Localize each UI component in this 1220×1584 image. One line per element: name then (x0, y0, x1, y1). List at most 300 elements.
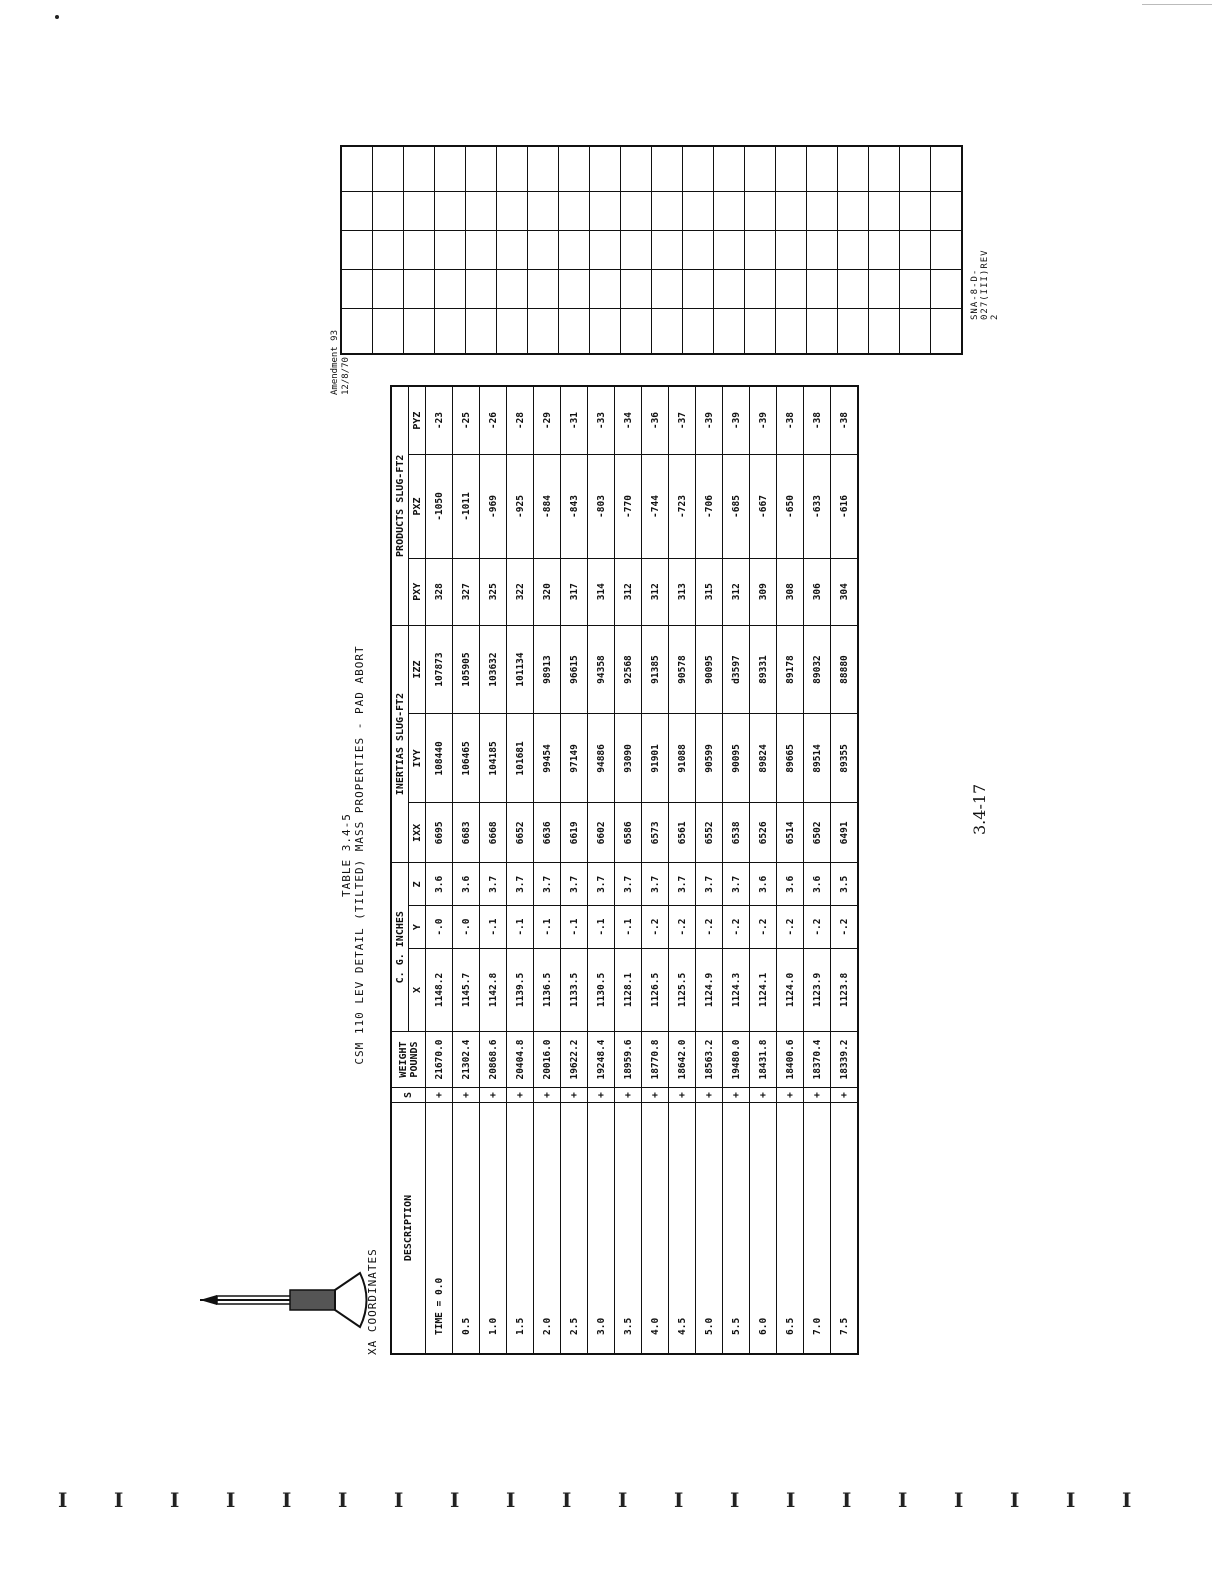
cell-weight: 18770.8 (642, 1032, 669, 1088)
cell-pxy: 306 (804, 558, 831, 625)
cell-s: + (453, 1088, 480, 1103)
cell-iyy: 89355 (831, 714, 859, 803)
col-inertias: INERTIAS SLUG-FT2 (391, 625, 409, 863)
cell-pyz: -38 (804, 386, 831, 455)
blank-cell (683, 146, 714, 192)
blank-row (714, 146, 745, 354)
cell-pyz: -38 (831, 386, 859, 455)
blank-cell (652, 192, 683, 231)
cell-description: 2.0 (534, 1103, 561, 1355)
cell-pxz: -723 (669, 455, 696, 559)
cell-cg-y: -.1 (588, 906, 615, 949)
cell-pxy: 328 (426, 558, 453, 625)
cell-cg-x: 1123.8 (831, 948, 859, 1031)
cell-pxz: -969 (480, 455, 507, 559)
blank-cell (776, 146, 807, 192)
cell-cg-y: -.0 (453, 906, 480, 949)
document-id: SNA-8-D-027(III)REV 2 (970, 249, 1000, 320)
col-pxy: PXY (409, 558, 426, 625)
table-row (507, 386, 534, 1354)
blank-cell (621, 146, 652, 192)
blank-cell (621, 270, 652, 309)
cell-s: + (669, 1088, 696, 1103)
blank-cell (838, 192, 869, 231)
cell-weight: 18563.2 (696, 1032, 723, 1088)
cell-weight: 18400.6 (777, 1032, 804, 1088)
blank-row (652, 146, 683, 354)
blank-cell (404, 146, 435, 192)
cell-iyy: 94886 (588, 714, 615, 803)
feed-marks (0, 1488, 1220, 1518)
col-x: X (409, 948, 426, 1031)
blank-cell (714, 192, 745, 231)
blank-cell (838, 309, 869, 355)
col-pyz: PYZ (409, 386, 426, 455)
cell-iyy: 93090 (615, 714, 642, 803)
blank-row (497, 146, 528, 354)
blank-cell (497, 192, 528, 231)
cell-iyy: 108440 (426, 714, 453, 803)
cell-cg-y: -.2 (777, 906, 804, 949)
blank-cell (590, 309, 621, 355)
blank-row (590, 146, 621, 354)
blank-cell (776, 270, 807, 309)
blank-cell (931, 146, 963, 192)
cell-s: + (588, 1088, 615, 1103)
cell-pyz: -26 (480, 386, 507, 455)
feed-mark: I (338, 1488, 348, 1512)
blank-cell (869, 309, 900, 355)
cell-pyz: -38 (777, 386, 804, 455)
feed-mark: I (506, 1488, 516, 1512)
cell-pxz: -685 (723, 455, 750, 559)
cell-ixx: 6668 (480, 803, 507, 863)
blank-cell (435, 309, 466, 355)
blank-cell (528, 309, 559, 355)
cell-ixx: 6602 (588, 803, 615, 863)
blank-cell (341, 270, 373, 309)
feed-mark: I (58, 1488, 68, 1512)
blank-row (869, 146, 900, 354)
cell-pxz: -925 (507, 455, 534, 559)
cell-iyy: 89824 (750, 714, 777, 803)
col-ixx: IXX (409, 803, 426, 863)
cell-cg-z: 3.7 (642, 863, 669, 906)
cell-ixx: 6573 (642, 803, 669, 863)
cell-iyy: 90095 (723, 714, 750, 803)
table-row (669, 386, 696, 1354)
blank-cell (621, 231, 652, 270)
cell-cg-z: 3.7 (696, 863, 723, 906)
amendment-label: Amendment 93 (330, 329, 340, 395)
cell-cg-x: 1142.8 (480, 948, 507, 1031)
blank-cell (466, 270, 497, 309)
blank-cell (714, 231, 745, 270)
table-row (831, 386, 859, 1354)
blank-cell (807, 309, 838, 355)
cell-weight: 19248.4 (588, 1032, 615, 1088)
blank-cell (373, 309, 404, 355)
cell-pxy: 315 (696, 558, 723, 625)
blank-cell (807, 192, 838, 231)
blank-cell (497, 270, 528, 309)
cell-ixx: 6502 (804, 803, 831, 863)
cell-izz: 90578 (669, 625, 696, 714)
blank-cell (466, 146, 497, 192)
cell-izz: 101134 (507, 625, 534, 714)
cell-cg-y: -.1 (507, 906, 534, 949)
cell-cg-z: 3.5 (831, 863, 859, 906)
table-row (561, 386, 588, 1354)
cell-weight: 18339.2 (831, 1032, 859, 1088)
cell-pxy: 309 (750, 558, 777, 625)
blank-cell (373, 270, 404, 309)
cell-s: + (615, 1088, 642, 1103)
cell-ixx: 6652 (507, 803, 534, 863)
mass-properties-table (390, 385, 859, 1355)
cell-s: + (723, 1088, 750, 1103)
blank-cell (683, 309, 714, 355)
blank-cell (621, 192, 652, 231)
cell-pxz: -744 (642, 455, 669, 559)
cell-cg-x: 1139.5 (507, 948, 534, 1031)
cell-description: 4.0 (642, 1103, 669, 1355)
cell-weight: 19622.2 (561, 1032, 588, 1088)
cell-weight: 18959.6 (615, 1032, 642, 1088)
blank-cell (466, 231, 497, 270)
cell-izz: 96615 (561, 625, 588, 714)
cell-cg-x: 1124.9 (696, 948, 723, 1031)
cell-pxy: 312 (642, 558, 669, 625)
cell-weight: 19480.0 (723, 1032, 750, 1088)
blank-cell (528, 270, 559, 309)
blank-cell (435, 231, 466, 270)
cell-pxz: -667 (750, 455, 777, 559)
blank-cell (404, 309, 435, 355)
cell-description: 0.5 (453, 1103, 480, 1355)
blank-cell (869, 146, 900, 192)
cell-weight: 20016.0 (534, 1032, 561, 1088)
feed-mark: I (394, 1488, 404, 1512)
cell-cg-z: 3.6 (777, 863, 804, 906)
page-number: 3.4-17 (970, 783, 989, 835)
cell-pyz: -29 (534, 386, 561, 455)
cell-ixx: 6514 (777, 803, 804, 863)
cell-izz: 89178 (777, 625, 804, 714)
blank-row (838, 146, 869, 354)
blank-cell (621, 309, 652, 355)
cell-pxy: 312 (723, 558, 750, 625)
amendment-date: 12/8/70 (341, 357, 351, 395)
cell-iyy: 97149 (561, 714, 588, 803)
cell-ixx: 6683 (453, 803, 480, 863)
feed-mark: I (1122, 1488, 1132, 1512)
blank-cell (466, 192, 497, 231)
cell-description: 2.5 (561, 1103, 588, 1355)
speck (55, 15, 59, 19)
table-row (750, 386, 777, 1354)
cell-ixx: 6491 (831, 803, 859, 863)
blank-cell (745, 270, 776, 309)
cell-weight: 21302.4 (453, 1032, 480, 1088)
blank-row (466, 146, 497, 354)
col-izz: IZZ (409, 625, 426, 714)
cell-pyz: -36 (642, 386, 669, 455)
feed-mark: I (898, 1488, 908, 1512)
blank-grid (340, 145, 963, 355)
cell-cg-x: 1124.3 (723, 948, 750, 1031)
blank-row (341, 146, 373, 354)
col-pxz: PXZ (409, 455, 426, 559)
table-row (534, 386, 561, 1354)
cell-iyy: 89514 (804, 714, 831, 803)
rotated-sheet (330, 249, 1030, 1355)
cell-iyy: 106465 (453, 714, 480, 803)
cell-izz: 94358 (588, 625, 615, 714)
cell-iyy: 99454 (534, 714, 561, 803)
blank-row (807, 146, 838, 354)
cell-pyz: -25 (453, 386, 480, 455)
blank-row (776, 146, 807, 354)
table-number: TABLE 3.4-5 (340, 813, 353, 897)
cell-cg-z: 3.7 (615, 863, 642, 906)
table-title (340, 355, 366, 1355)
cell-ixx: 6561 (669, 803, 696, 863)
cell-pxz: -770 (615, 455, 642, 559)
cell-iyy: 89665 (777, 714, 804, 803)
cell-cg-x: 1145.7 (453, 948, 480, 1031)
cell-cg-z: 3.7 (480, 863, 507, 906)
blank-cell (869, 231, 900, 270)
cell-iyy: 104185 (480, 714, 507, 803)
table-row (426, 386, 453, 1354)
blank-cell (838, 146, 869, 192)
cell-pxz: -843 (561, 455, 588, 559)
blank-cell (931, 192, 963, 231)
table-row (453, 386, 480, 1354)
cell-ixx: 6619 (561, 803, 588, 863)
cell-izz: 88880 (831, 625, 859, 714)
cell-cg-x: 1128.1 (615, 948, 642, 1031)
cell-cg-z: 3.7 (588, 863, 615, 906)
cell-description: 3.5 (615, 1103, 642, 1355)
table-row (642, 386, 669, 1354)
blank-cell (466, 309, 497, 355)
blank-cell (341, 192, 373, 231)
table-row (588, 386, 615, 1354)
blank-cell (745, 146, 776, 192)
cell-cg-y: -.2 (696, 906, 723, 949)
cell-izz: 92568 (615, 625, 642, 714)
cell-pxy: 322 (507, 558, 534, 625)
cell-cg-y: -.1 (480, 906, 507, 949)
blank-cell (900, 231, 931, 270)
cell-description: 5.5 (723, 1103, 750, 1355)
col-iyy: IYY (409, 714, 426, 803)
blank-cell (869, 270, 900, 309)
blank-cell (931, 270, 963, 309)
blank-cell (435, 192, 466, 231)
cell-cg-z: 3.7 (561, 863, 588, 906)
blank-cell (745, 309, 776, 355)
feed-mark: I (842, 1488, 852, 1512)
cell-pxz: -803 (588, 455, 615, 559)
cell-iyy: 101681 (507, 714, 534, 803)
blank-cell (745, 231, 776, 270)
blank-cell (869, 192, 900, 231)
cell-s: + (777, 1088, 804, 1103)
feed-mark: I (114, 1488, 124, 1512)
blank-cell (373, 192, 404, 231)
blank-row (559, 146, 590, 354)
blank-row (900, 146, 931, 354)
cell-cg-x: 1130.5 (588, 948, 615, 1031)
cell-pyz: -33 (588, 386, 615, 455)
cell-cg-y: -.2 (669, 906, 696, 949)
cell-iyy: 91901 (642, 714, 669, 803)
cell-pxz: -616 (831, 455, 859, 559)
cell-cg-y: -.2 (804, 906, 831, 949)
cell-pxy: 317 (561, 558, 588, 625)
cell-pxz: -1050 (426, 455, 453, 559)
blank-cell (714, 270, 745, 309)
feed-mark: I (226, 1488, 236, 1512)
feed-mark: I (674, 1488, 684, 1512)
cell-ixx: 6636 (534, 803, 561, 863)
feed-mark: I (282, 1488, 292, 1512)
feed-mark: I (170, 1488, 180, 1512)
blank-cell (590, 192, 621, 231)
cell-s: + (750, 1088, 777, 1103)
blank-cell (652, 231, 683, 270)
blank-cell (838, 270, 869, 309)
blank-cell (900, 309, 931, 355)
cell-cg-z: 3.6 (453, 863, 480, 906)
blank-cell (435, 146, 466, 192)
cell-iyy: 90599 (696, 714, 723, 803)
feed-mark: I (786, 1488, 796, 1512)
cell-cg-z: 3.7 (723, 863, 750, 906)
blank-cell (807, 146, 838, 192)
cell-s: + (831, 1088, 859, 1103)
blank-row (683, 146, 714, 354)
cell-cg-y: -.1 (534, 906, 561, 949)
feed-mark: I (450, 1488, 460, 1512)
cell-cg-y: -.0 (426, 906, 453, 949)
table-caption: CSM 110 LEV DETAIL (TILTED) MASS PROPERTIES - PAD ABORT (353, 645, 366, 1065)
cell-izz: 89032 (804, 625, 831, 714)
cell-ixx: 6538 (723, 803, 750, 863)
blank-cell (341, 309, 373, 355)
cell-cg-x: 1124.0 (777, 948, 804, 1031)
blank-row (745, 146, 776, 354)
spacecraft-icon (195, 1265, 375, 1335)
blank-cell (807, 270, 838, 309)
feed-mark: I (618, 1488, 628, 1512)
blank-cell (559, 146, 590, 192)
blank-cell (497, 231, 528, 270)
cell-cg-x: 1123.9 (804, 948, 831, 1031)
cell-pyz: -31 (561, 386, 588, 455)
blank-cell (776, 309, 807, 355)
cell-pxz: -884 (534, 455, 561, 559)
cell-cg-z: 3.6 (804, 863, 831, 906)
blank-cell (559, 192, 590, 231)
cell-weight: 21670.0 (426, 1032, 453, 1088)
cell-izz: 91385 (642, 625, 669, 714)
blank-cell (497, 146, 528, 192)
table-body (426, 386, 859, 1354)
cell-description: TIME = 0.0 (426, 1103, 453, 1355)
cell-cg-z: 3.6 (750, 863, 777, 906)
col-z: Z (409, 863, 426, 906)
cell-s: + (480, 1088, 507, 1103)
col-s: S (391, 1088, 426, 1103)
feed-mark: I (1010, 1488, 1020, 1512)
cell-pxy: 312 (615, 558, 642, 625)
cell-cg-y: -.2 (750, 906, 777, 949)
blank-row (931, 146, 963, 354)
cell-pyz: -34 (615, 386, 642, 455)
blank-cell (373, 231, 404, 270)
xa-coordinates: XA COORDINATES (366, 1248, 379, 1355)
cell-s: + (642, 1088, 669, 1103)
blank-cell (404, 231, 435, 270)
blank-cell (745, 192, 776, 231)
cell-cg-x: 1133.5 (561, 948, 588, 1031)
feed-mark: I (562, 1488, 572, 1512)
cell-description: 4.5 (669, 1103, 696, 1355)
cell-pxz: -633 (804, 455, 831, 559)
blank-cell (714, 309, 745, 355)
cell-description: 6.5 (777, 1103, 804, 1355)
cell-cg-z: 3.7 (507, 863, 534, 906)
blank-cell (900, 270, 931, 309)
cell-ixx: 6586 (615, 803, 642, 863)
cell-s: + (507, 1088, 534, 1103)
cell-izz: 90095 (696, 625, 723, 714)
feed-mark: I (730, 1488, 740, 1512)
cell-izz: 89331 (750, 625, 777, 714)
cell-pyz: -39 (723, 386, 750, 455)
cell-weight: 20868.6 (480, 1032, 507, 1088)
blank-cell (404, 192, 435, 231)
feed-mark: I (954, 1488, 964, 1512)
blank-cell (900, 146, 931, 192)
cell-description: 3.0 (588, 1103, 615, 1355)
cell-cg-y: -.2 (723, 906, 750, 949)
cell-pxz: -650 (777, 455, 804, 559)
cell-pxy: 304 (831, 558, 859, 625)
cell-weight: 18431.8 (750, 1032, 777, 1088)
cell-izz: 98913 (534, 625, 561, 714)
blank-cell (900, 192, 931, 231)
cell-s: + (696, 1088, 723, 1103)
blank-cell (373, 146, 404, 192)
cell-description: 6.0 (750, 1103, 777, 1355)
cell-description: 5.0 (696, 1103, 723, 1355)
blank-row (528, 146, 559, 354)
col-y: Y (409, 906, 426, 949)
cell-cg-z: 3.7 (534, 863, 561, 906)
blank-cell (931, 231, 963, 270)
cell-s: + (534, 1088, 561, 1103)
blank-cell (652, 309, 683, 355)
cell-description: 7.0 (804, 1103, 831, 1355)
cell-izz: 103632 (480, 625, 507, 714)
table-row (723, 386, 750, 1354)
cell-cg-x: 1124.1 (750, 948, 777, 1031)
